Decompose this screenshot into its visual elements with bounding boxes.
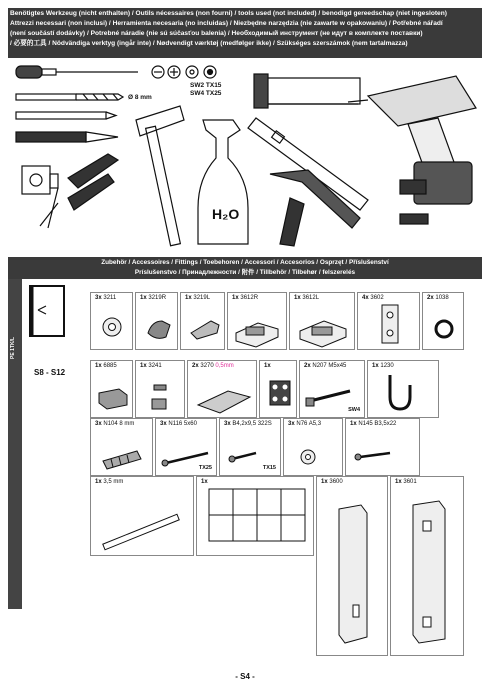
part-quantity: 1x xyxy=(294,295,301,301)
part-quantity: 1x xyxy=(395,479,402,485)
part-quantity: 1x xyxy=(140,363,147,369)
part-label xyxy=(185,295,210,301)
part-box-11 xyxy=(299,360,365,418)
part-code: 1230 xyxy=(378,363,394,369)
part-box-5 xyxy=(357,292,420,350)
part-label xyxy=(350,421,396,427)
part-code: 3219R xyxy=(146,295,167,301)
door-icon xyxy=(22,282,70,340)
part-quantity: 1x xyxy=(185,295,192,301)
bottle-label: H₂O xyxy=(212,206,240,222)
part-tool-label: SW4 xyxy=(348,407,360,413)
part-illustration-7 xyxy=(91,361,134,419)
hacksaw-icon xyxy=(254,74,360,108)
hammer-icon xyxy=(136,106,184,246)
spirit-level-icon xyxy=(248,118,368,210)
part-box-7 xyxy=(90,360,133,418)
part-tool-label: TX15 xyxy=(262,465,276,471)
tape-measure-icon xyxy=(22,166,58,194)
part-illustration-21 xyxy=(391,477,465,657)
size-range-label: S8 - S12 xyxy=(34,368,66,377)
pliers-icon xyxy=(40,154,118,228)
part-code: 6885 xyxy=(101,363,117,369)
part-illustration-16 xyxy=(284,419,344,477)
product-code-label: PE 1TK/L xyxy=(10,337,16,359)
part-box-8 xyxy=(135,360,185,418)
part-box-4 xyxy=(289,292,355,350)
screw-bits-icon xyxy=(152,66,216,78)
part-thickness: 0,5mm xyxy=(213,363,234,369)
part-label xyxy=(232,295,258,301)
part-code: 3600 xyxy=(327,479,343,485)
part-label xyxy=(160,421,197,427)
product-side-tab xyxy=(8,279,22,609)
part-code: 3211 xyxy=(101,295,117,301)
part-illustration-20 xyxy=(317,477,389,657)
part-box-6 xyxy=(422,292,464,350)
part-quantity: 1x xyxy=(372,363,379,369)
part-box-12 xyxy=(367,360,439,418)
caulk-gun-icon xyxy=(270,170,360,246)
part-code: 3602 xyxy=(368,295,384,301)
part-box-17 xyxy=(345,418,420,476)
part-illustration-0 xyxy=(91,293,134,351)
part-code: 3270 xyxy=(198,363,214,369)
drill-bit-icon xyxy=(16,94,123,100)
tools-header-line-4: / 必要的工具 / Nödvändiga verktyg (ingår inte) / Nødvendigt værktøj (medfølger ikke) / Szükséges szerszámok (nem tartalmazza) xyxy=(10,40,408,47)
tools-header xyxy=(8,8,482,58)
part-quantity: 2x xyxy=(192,363,199,369)
part-code: 3612R xyxy=(238,295,259,301)
part-label xyxy=(140,295,166,301)
part-label xyxy=(201,479,208,485)
bit-label-1: SW2 TX15 xyxy=(190,82,222,89)
part-quantity: 3x xyxy=(95,421,102,427)
part-illustration-8 xyxy=(136,361,186,419)
part-box-9 xyxy=(187,360,257,418)
part-box-19 xyxy=(196,476,314,556)
part-code: N145 B3,5x22 xyxy=(356,421,397,427)
part-tool-label: TX25 xyxy=(198,465,212,471)
part-label xyxy=(95,295,116,301)
tools-header-line-1: Benötigtes Werkzeug (nicht enthalten) / Outils nécessaires (non fourni) / tools used (not included) / benodigd gereedschap (niet ingesloten) xyxy=(10,10,447,17)
part-box-10 xyxy=(259,360,297,418)
part-box-21 xyxy=(390,476,464,656)
part-code: B4,2x9,5 322S xyxy=(230,421,272,427)
part-label xyxy=(95,363,117,369)
part-code: 3,5 mm xyxy=(101,479,124,485)
part-code: N76 A5,3 xyxy=(294,421,322,427)
part-quantity: 3x xyxy=(224,421,231,427)
tools-header-line-3: (není součástí dodávky) / Potrebné náradie (nie sú súčasťou balenia) / Необходимый инструмент (не идут в комплекте поставки) xyxy=(10,30,423,37)
part-quantity: 1x xyxy=(350,421,357,427)
part-label xyxy=(362,295,384,301)
part-illustration-12 xyxy=(368,361,440,419)
accessories-header-line-2: Príslušenstvo / Принадлежности / 附件 / Tillbehör / Tilbehør / felszerelés xyxy=(134,269,356,276)
part-illustration-19 xyxy=(197,477,315,557)
part-box-16 xyxy=(283,418,343,476)
part-illustration-1 xyxy=(136,293,179,351)
part-quantity: 1x xyxy=(95,479,102,485)
part-box-1 xyxy=(135,292,178,350)
part-code: 3219L xyxy=(191,295,211,301)
drill-size-label: Ø 8 mm xyxy=(128,94,152,101)
accessories-header xyxy=(8,257,482,279)
accessories-header-line-1: Zubehör / Accessoires / Fittings / Toebehoren / Accessori / Accesorios / Osprzęt / Příslušenství xyxy=(101,259,389,266)
part-box-18 xyxy=(90,476,194,556)
part-quantity: 2x xyxy=(304,363,311,369)
part-label xyxy=(95,421,134,427)
part-box-13 xyxy=(90,418,153,476)
part-label xyxy=(288,421,321,427)
cutter-knife-icon xyxy=(16,132,118,142)
part-code: 1038 xyxy=(433,295,449,301)
part-quantity: 4x xyxy=(362,295,369,301)
part-code: N116 5x60 xyxy=(166,421,197,427)
part-label xyxy=(224,421,272,427)
part-illustration-4 xyxy=(290,293,356,351)
part-quantity: 1x xyxy=(264,363,271,369)
part-quantity: 1x xyxy=(201,479,208,485)
part-illustration-2 xyxy=(181,293,226,351)
part-box-3 xyxy=(227,292,287,350)
part-illustration-17 xyxy=(346,419,421,477)
part-quantity: 1x xyxy=(321,479,328,485)
part-label xyxy=(395,479,417,485)
tools-illustration xyxy=(8,58,482,254)
part-quantity: 3x xyxy=(160,421,167,427)
part-code: 3601 xyxy=(401,479,417,485)
part-illustration-13 xyxy=(91,419,154,477)
part-label xyxy=(372,363,394,369)
part-box-14 xyxy=(155,418,217,476)
part-box-0 xyxy=(90,292,133,350)
part-illustration-5 xyxy=(358,293,421,351)
part-illustration-18 xyxy=(91,477,195,557)
screwdriver-icon xyxy=(16,66,138,78)
spray-bottle-icon xyxy=(198,120,248,244)
part-quantity: 1x xyxy=(140,295,147,301)
part-illustration-9 xyxy=(188,361,258,419)
part-label xyxy=(95,479,123,485)
part-code: N207 M5x45 xyxy=(310,363,347,369)
tools-drawing xyxy=(8,58,482,254)
part-label xyxy=(192,363,234,369)
part-label xyxy=(427,295,449,301)
part-label xyxy=(140,363,162,369)
part-code: 3612L xyxy=(300,295,320,301)
part-quantity: 3x xyxy=(288,421,295,427)
pencil-icon xyxy=(16,112,116,119)
part-box-2 xyxy=(180,292,225,350)
part-label xyxy=(321,479,343,485)
part-illustration-6 xyxy=(423,293,465,351)
part-label xyxy=(304,363,346,369)
tools-header-line-2: Attrezzi necessari (non inclusi) / Herramienta necesaria (no incluidas) / Niezbędne narzędzia (nie zawarte w opakowaniu) / Potřebné nářadí xyxy=(10,20,443,27)
part-box-20 xyxy=(316,476,388,656)
part-code: 3241 xyxy=(146,363,162,369)
part-label xyxy=(264,363,271,369)
page-number: - S4 - xyxy=(235,672,255,681)
bit-label-2: SW4 TX25 xyxy=(190,90,222,97)
part-label xyxy=(294,295,319,301)
part-quantity: 1x xyxy=(95,363,102,369)
part-quantity: 3x xyxy=(95,295,102,301)
part-code: N104 8 mm xyxy=(101,421,135,427)
part-illustration-3 xyxy=(228,293,288,351)
part-quantity: 2x xyxy=(427,295,434,301)
part-box-15 xyxy=(219,418,281,476)
part-illustration-10 xyxy=(260,361,298,419)
part-quantity: 1x xyxy=(232,295,239,301)
